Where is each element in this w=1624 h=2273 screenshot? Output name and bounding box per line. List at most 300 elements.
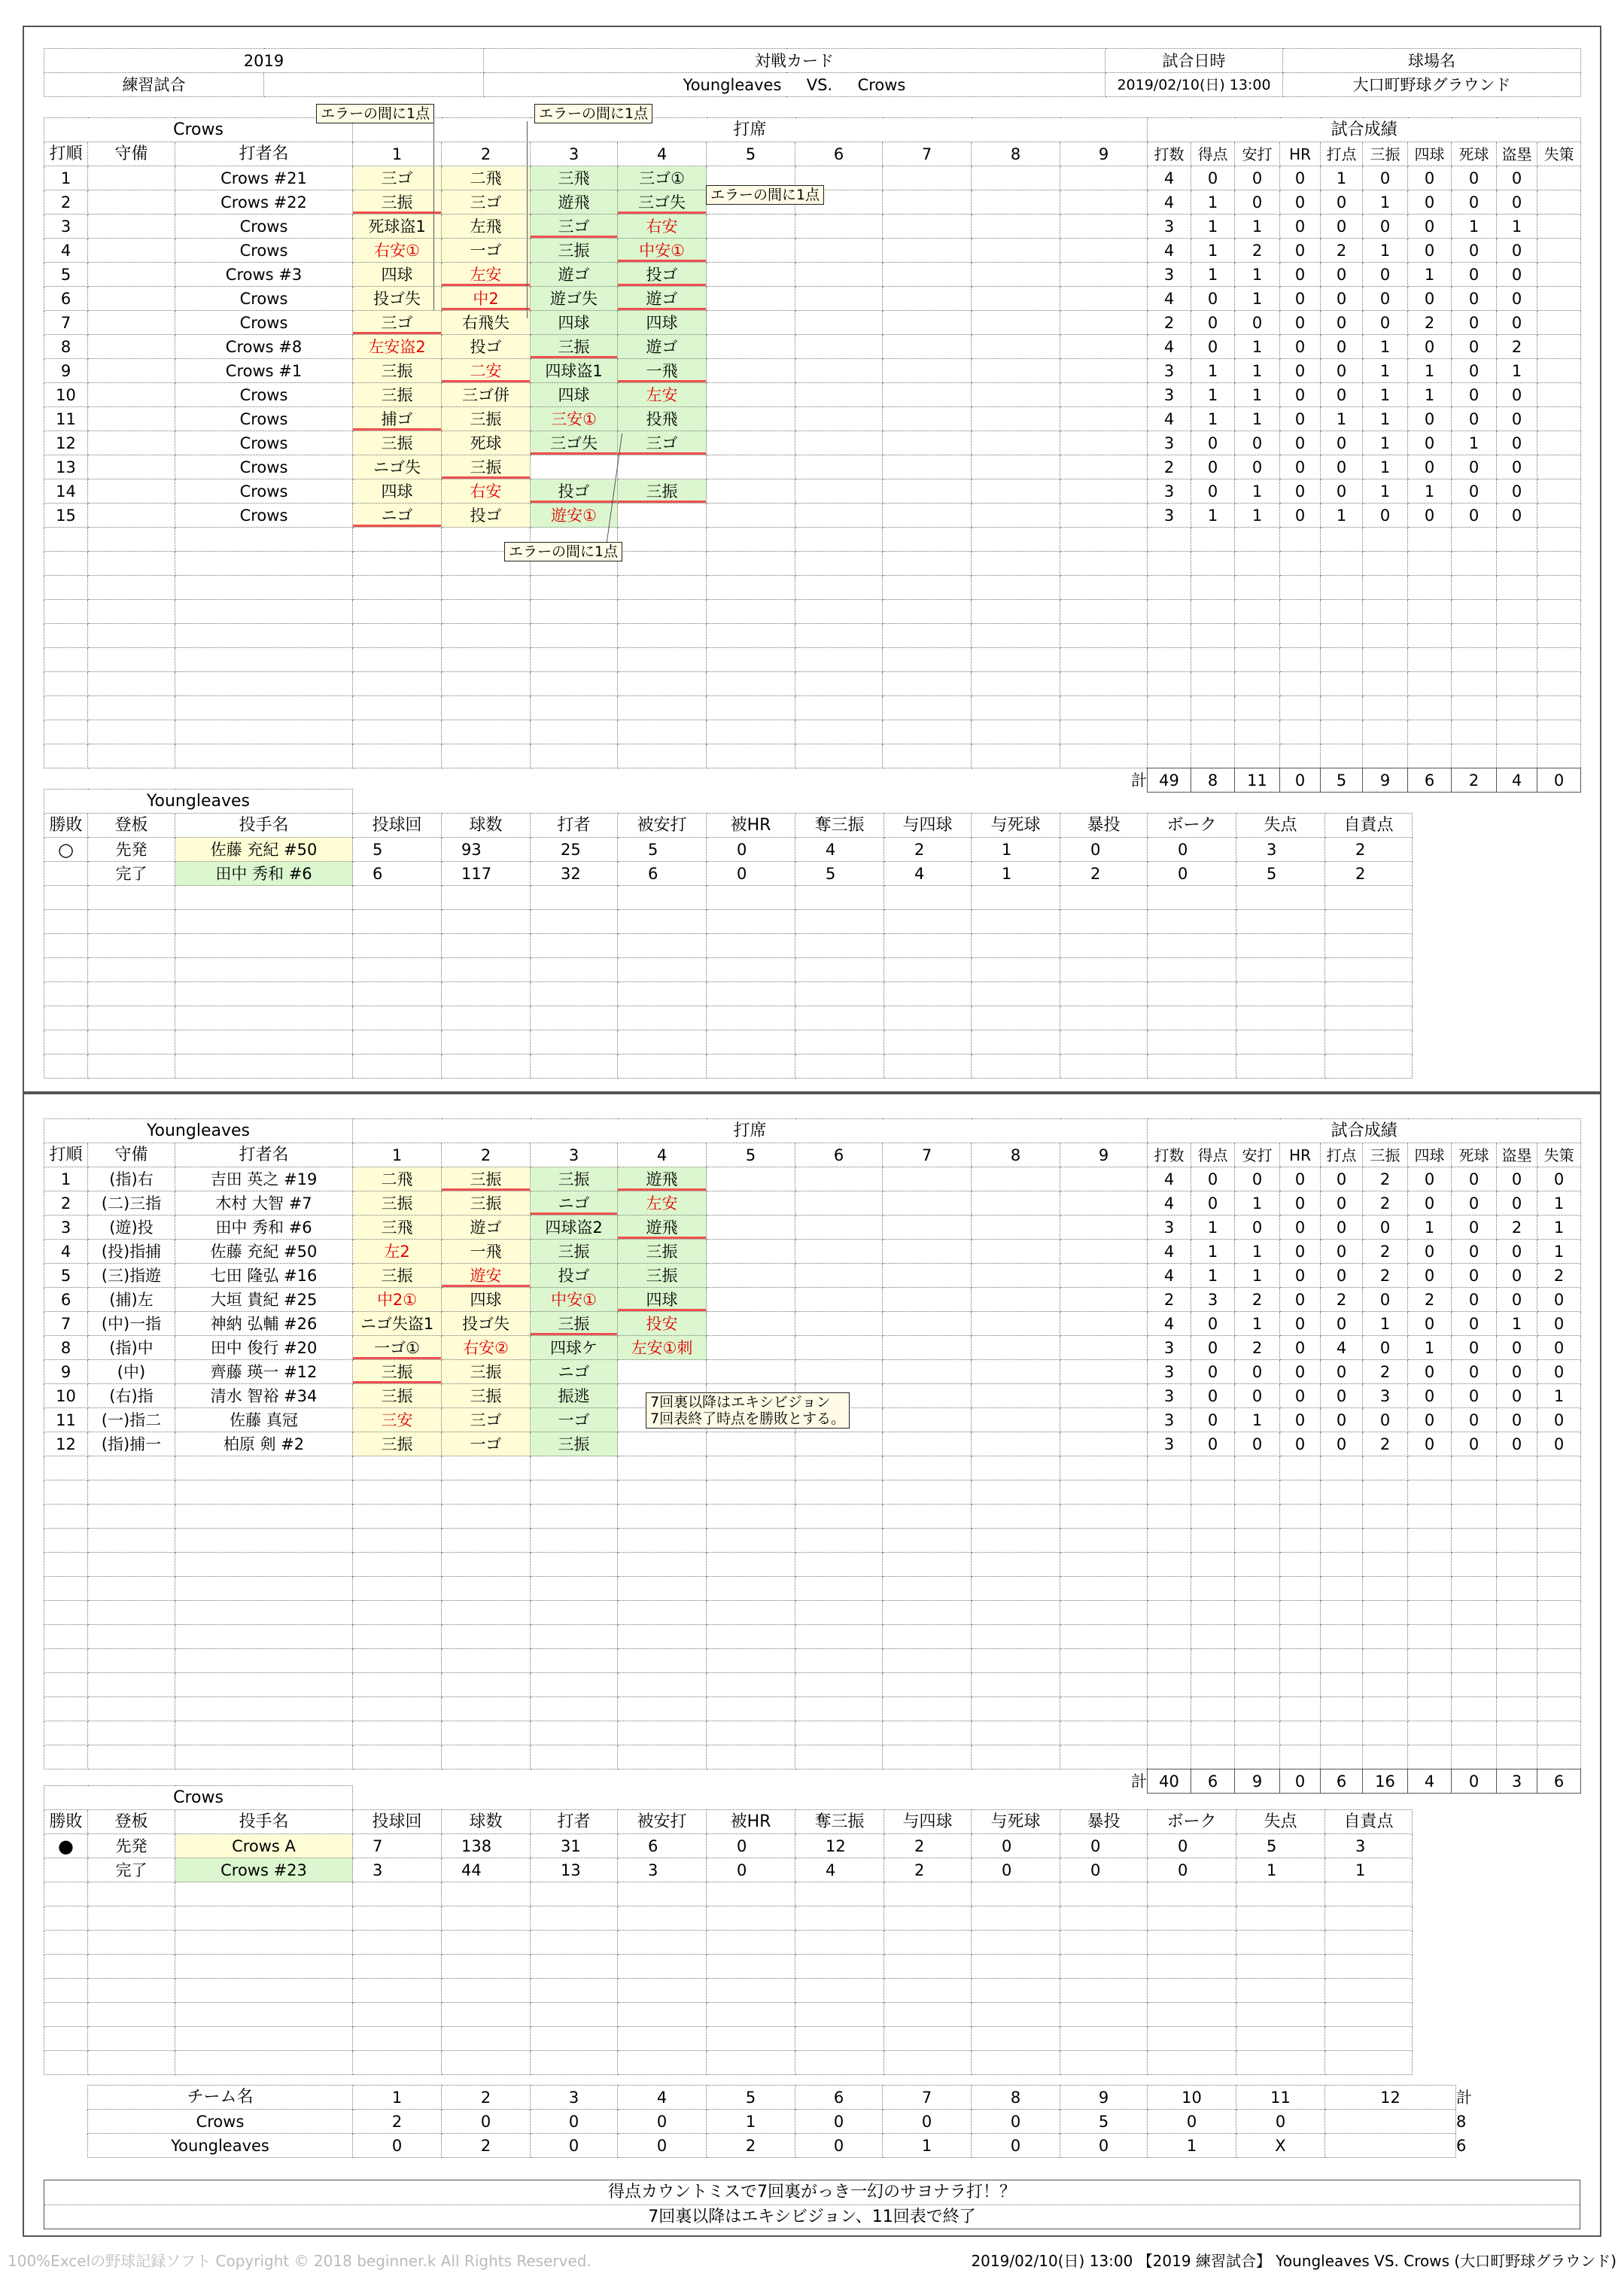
batter-stat: 0 [1280, 1384, 1321, 1408]
header-order: 打順 [44, 142, 88, 166]
at-bat-result: 中安① [531, 1288, 618, 1312]
stat-header: 安打 [1235, 142, 1280, 166]
total-stat: 6 [1321, 1769, 1363, 1794]
stat-header: 得点 [1191, 1143, 1235, 1167]
line-inning-header: 11 [1236, 2086, 1325, 2110]
at-bat-result: 三振 [353, 1360, 442, 1384]
pitch-stat: 44 [442, 1858, 531, 1882]
stat-header: 打点 [1321, 142, 1363, 166]
batting-order: 3 [44, 215, 88, 239]
batting-order: 1 [44, 1167, 88, 1191]
batter-stat: 0 [1191, 287, 1235, 311]
batting-order: 2 [44, 1191, 88, 1216]
batter-stat: 0 [1235, 1432, 1280, 1456]
batter-stat: 2 [1363, 1264, 1408, 1288]
batter-stat: 0 [1452, 190, 1497, 215]
batter-stat: 4 [1148, 190, 1191, 215]
pitch-stat: 0 [707, 838, 795, 862]
batter-stat: 1 [1191, 1240, 1235, 1264]
batter-stat: 4 [1148, 239, 1191, 263]
batter-stat: 0 [1280, 287, 1321, 311]
at-bat-result: 捕ゴ [353, 407, 442, 431]
batter-stat: 2 [1363, 1432, 1408, 1456]
pitch-stat: 0 [1060, 838, 1148, 862]
batter-stat: 0 [1280, 359, 1321, 383]
batter-stat: 0 [1363, 1408, 1408, 1432]
at-bat-result: 左2 [353, 1240, 442, 1264]
at-bat-result: 三振 [442, 1191, 531, 1216]
batter-stat: 0 [1452, 1432, 1497, 1456]
total-stat: 4 [1408, 1769, 1452, 1794]
batter-name: Crows [175, 504, 353, 528]
batter-stat: 0 [1280, 1191, 1321, 1216]
inning-header: 2 [442, 142, 531, 166]
at-bat-result: 三振 [442, 1167, 531, 1191]
pitch-stat-header: 被安打 [618, 1810, 707, 1834]
batter-stat: 1 [1191, 1216, 1235, 1240]
batter-stat: 0 [1537, 1432, 1581, 1456]
at-bat-result: ニゴ失 [353, 455, 442, 479]
at-bat-result: 三振 [531, 335, 618, 359]
batter-stat: 1 [1408, 1336, 1452, 1360]
batter-stat: 1 [1452, 215, 1497, 239]
position: (右)指 [88, 1384, 175, 1408]
at-bat-result: 三振 [531, 239, 618, 263]
at-bat-result: 三振 [531, 1240, 618, 1264]
position: (指)捕一 [88, 1432, 175, 1456]
batter-stat: 0 [1191, 431, 1235, 455]
batter-stat: 0 [1321, 1216, 1363, 1240]
batter-stat: 1 [1537, 1191, 1581, 1216]
at-bat-result: 遊安 [442, 1264, 531, 1288]
batter-stat: 0 [1497, 1408, 1537, 1432]
decision-mark: ● [44, 1834, 88, 1858]
at-bat-result: 四球盗2 [531, 1216, 618, 1240]
batter-stat: 0 [1408, 1384, 1452, 1408]
plate-label: 打席 [353, 1119, 1148, 1143]
at-bat-result: 三振 [353, 1264, 442, 1288]
pitch-stat: 6 [618, 862, 707, 886]
at-bat-result: 左安 [618, 383, 707, 407]
pitch-stat: 13 [531, 1858, 618, 1882]
pitch-stat: 5 [1236, 1834, 1325, 1858]
line-inning-header: 8 [972, 2086, 1060, 2110]
pitch-stat-header: ボーク [1148, 814, 1236, 838]
stat-header: 安打 [1235, 1143, 1280, 1167]
batter-stat: 4 [1148, 1264, 1191, 1288]
batter-stat: 0 [1280, 1167, 1321, 1191]
batter-stat: 0 [1497, 1288, 1537, 1312]
memo-line: 7回裏以降はエキシビジョン、11回表で終了 [44, 2205, 1580, 2229]
pitch-stat: 3 [618, 1858, 707, 1882]
exhibition-note: 7回裏以降はエキシビジョン 7回表終了時点を勝敗とする。 [646, 1392, 850, 1429]
batter-stat: 0 [1497, 1240, 1537, 1264]
batter-stat: 0 [1452, 407, 1497, 431]
batter-stat: 4 [1148, 1240, 1191, 1264]
at-bat-result: 三振 [531, 1432, 618, 1456]
batter-stat: 2 [1363, 1240, 1408, 1264]
inning-header: 8 [972, 1143, 1060, 1167]
batting-order: 12 [44, 1432, 88, 1456]
batting-order: 15 [44, 504, 88, 528]
batter-stat: 0 [1497, 1360, 1537, 1384]
results-label: 試合成績 [1148, 1119, 1581, 1143]
pitch-stat: 2 [884, 1834, 972, 1858]
batter-stat: 0 [1235, 1360, 1280, 1384]
at-bat-result: 右安 [618, 215, 707, 239]
batting-order: 11 [44, 407, 88, 431]
at-bat-result: 一ゴ [442, 239, 531, 263]
batter-stat: 0 [1363, 1336, 1408, 1360]
batter-stat: 0 [1452, 504, 1497, 528]
at-bat-result: 左安①刺 [618, 1336, 707, 1360]
batter-stat: 1 [1235, 1264, 1280, 1288]
batter-stat: 1 [1235, 215, 1280, 239]
total-label: 計 [44, 1769, 1148, 1794]
batter-stat: 0 [1452, 1360, 1497, 1384]
batter-stat: 0 [1191, 166, 1235, 190]
batter-stat: 2 [1363, 1167, 1408, 1191]
at-bat-result: 三ゴ [353, 166, 442, 190]
inning-header: 2 [442, 1143, 531, 1167]
batter-stat: 0 [1321, 215, 1363, 239]
batter-stat: 3 [1148, 215, 1191, 239]
at-bat-result: 三振 [353, 1191, 442, 1216]
inning-header: 9 [1060, 1143, 1148, 1167]
at-bat-result: ニゴ [531, 1360, 618, 1384]
batting-order: 7 [44, 311, 88, 335]
at-bat-result: 三ゴ [353, 311, 442, 335]
at-bat-result: 三振 [353, 383, 442, 407]
line-inning-header: 2 [442, 2086, 531, 2110]
pitcher-role: 先発 [88, 838, 175, 862]
header-batter: 打者名 [175, 1143, 353, 1167]
stat-header: 打点 [1321, 1143, 1363, 1167]
batter-stat: 2 [1408, 311, 1452, 335]
batting-team-name: Crows [44, 118, 353, 142]
batter-stat: 0 [1408, 190, 1452, 215]
at-bat-result: 三振 [442, 407, 531, 431]
at-bat-result: 一ゴ [442, 1432, 531, 1456]
batter-stat: 0 [1452, 383, 1497, 407]
inning-runs: 0 [442, 2110, 531, 2134]
inning-header: 4 [618, 142, 707, 166]
at-bat-result: 左安 [618, 1191, 707, 1216]
pitch-stat: 6 [353, 862, 442, 886]
line-score: チーム名 1 2 3 4 5 6 7 8 9 10 11 12 計 Crows 2 0 0 0 1 0 0 0 5 0 0 8 Youngleaves 0 2 0 0 2 0 1 0 0 1 X 6 [87, 2085, 1456, 2158]
position: (指)右 [88, 1167, 175, 1191]
batter-stat: 0 [1408, 166, 1452, 190]
at-bat-result: 左飛 [442, 215, 531, 239]
pitch-stat-header: ボーク [1148, 1810, 1236, 1834]
batter-stat: 3 [1148, 504, 1191, 528]
batter-stat: 0 [1452, 287, 1497, 311]
pitch-stat: 0 [1148, 838, 1236, 862]
batter-stat: 0 [1408, 1360, 1452, 1384]
batter-stat: 0 [1452, 1408, 1497, 1432]
batter-name: 神納 弘輔 #26 [175, 1312, 353, 1336]
batter-stat: 1 [1191, 407, 1235, 431]
at-bat-result: ニゴ [353, 504, 442, 528]
batter-stat: 1 [1235, 383, 1280, 407]
batter-stat: 0 [1408, 215, 1452, 239]
batter-stat: 1 [1452, 431, 1497, 455]
batter-stat: 0 [1537, 1408, 1581, 1432]
batter-stat: 0 [1191, 1384, 1235, 1408]
batter-stat: 0 [1280, 190, 1321, 215]
pitch-stat: 3 [353, 1858, 442, 1882]
batting-order: 8 [44, 1336, 88, 1360]
batter-stat: 2 [1235, 239, 1280, 263]
pitch-stat-header: 与四球 [884, 814, 972, 838]
at-bat-result: 遊飛 [618, 1216, 707, 1240]
batter-stat: 1 [1408, 1216, 1452, 1240]
batter-stat: 0 [1191, 455, 1235, 479]
at-bat-result: 遊ゴ失 [531, 287, 618, 311]
game-type: 練習試合 [44, 73, 264, 97]
batter-stat: 0 [1497, 504, 1537, 528]
at-bat-result: 三振 [618, 479, 707, 504]
batter-stat: 4 [1321, 1336, 1363, 1360]
batter-stat: 0 [1280, 215, 1321, 239]
batter-stat: 0 [1452, 335, 1497, 359]
pitch-stat: 0 [1148, 862, 1236, 886]
batter-stat: 0 [1191, 1312, 1235, 1336]
batter-stat: 4 [1148, 287, 1191, 311]
vs-label: VS. [806, 75, 833, 94]
batting-order: 7 [44, 1312, 88, 1336]
batter-name: Crows #3 [175, 263, 353, 287]
batter-name: 田中 秀和 #6 [175, 1216, 353, 1240]
results-label: 試合成績 [1148, 118, 1581, 142]
pitcher-role: 先発 [88, 1834, 175, 1858]
inning-header: 1 [353, 142, 442, 166]
batting-team-name: Youngleaves [44, 1119, 353, 1143]
pitch-stat-header: 被HR [707, 1810, 795, 1834]
batter-stat: 0 [1280, 1264, 1321, 1288]
at-bat-result: 遊ゴ [531, 263, 618, 287]
batter-stat: 0 [1408, 455, 1452, 479]
total-stat: 3 [1497, 1769, 1537, 1794]
batter-stat: 2 [1497, 1216, 1537, 1240]
batter-name: Crows #22 [175, 190, 353, 215]
batter-stat: 1 [1497, 1312, 1537, 1336]
pitch-stat-header: 被HR [707, 814, 795, 838]
batter-stat: 0 [1408, 1191, 1452, 1216]
batter-stat: 1 [1321, 504, 1363, 528]
batter-stat: 4 [1148, 335, 1191, 359]
at-bat-result: 三ゴ [531, 215, 618, 239]
at-bat-result: 左安盗2 [353, 335, 442, 359]
at-bat-result: 右安① [353, 239, 442, 263]
batter-stat: 0 [1497, 311, 1537, 335]
batter-name: Crows [175, 311, 353, 335]
at-bat-result: 左安 [442, 263, 531, 287]
batter-stat: 3 [1148, 1360, 1191, 1384]
batter-stat: 0 [1408, 335, 1452, 359]
stat-header: 三振 [1363, 142, 1408, 166]
batter-stat: 0 [1321, 1312, 1363, 1336]
batter-stat: 0 [1497, 239, 1537, 263]
batter-stat: 0 [1363, 215, 1408, 239]
pitch-stat-header: 自責点 [1325, 1810, 1413, 1834]
batter-stat: 1 [1363, 383, 1408, 407]
at-bat-result: 三ゴ [618, 431, 707, 455]
pitch-stat: 5 [795, 862, 884, 886]
batter-name: Crows [175, 455, 353, 479]
inning-runs: 2 [353, 2110, 442, 2134]
batter-stat: 2 [1321, 1288, 1363, 1312]
batter-stat: 0 [1363, 504, 1408, 528]
away-team: Crows [857, 75, 906, 94]
batter-stat: 1 [1235, 1240, 1280, 1264]
batter-stat: 1 [1408, 263, 1452, 287]
stat-header: 盗塁 [1497, 1143, 1537, 1167]
batter-name: Crows [175, 383, 353, 407]
batter-name: Crows #1 [175, 359, 353, 383]
batter-stat: 1 [1363, 239, 1408, 263]
batter-stat: 2 [1148, 1288, 1191, 1312]
batter-name: Crows [175, 239, 353, 263]
batter-stat: 0 [1497, 190, 1537, 215]
batter-stat: 0 [1280, 383, 1321, 407]
inning-runs: 0 [531, 2134, 618, 2158]
at-bat-result: 右飛失 [442, 311, 531, 335]
batter-name: Crows [175, 479, 353, 504]
at-bat-result: 三ゴ併 [442, 383, 531, 407]
top-half-panel [23, 26, 1601, 1093]
batter-stat: 3 [1148, 479, 1191, 504]
pitch-stat: 0 [1060, 1834, 1148, 1858]
line-inning-header: 6 [795, 2086, 883, 2110]
header-order: 打順 [44, 1143, 88, 1167]
batter-name: 清水 智裕 #34 [175, 1384, 353, 1408]
stat-header: 打数 [1148, 1143, 1191, 1167]
pitch-stat: 2 [884, 838, 972, 862]
at-bat-result: 投ゴ [618, 263, 707, 287]
batter-stat: 0 [1191, 1360, 1235, 1384]
pitch-stat-header: 与死球 [972, 1810, 1060, 1834]
at-bat-result: 三ゴ失 [618, 190, 707, 215]
batter-stat: 0 [1363, 263, 1408, 287]
at-bat-result: 四球 [442, 1288, 531, 1312]
inning-runs: 2 [442, 2134, 531, 2158]
batting-order: 14 [44, 479, 88, 504]
at-bat-result: 死球 [442, 431, 531, 455]
batter-stat: 0 [1321, 455, 1363, 479]
at-bat-result: 四球 [353, 263, 442, 287]
batter-stat: 0 [1452, 239, 1497, 263]
batter-stat: 0 [1191, 1336, 1235, 1360]
inning-runs: 0 [972, 2134, 1060, 2158]
batter-name: 佐藤 真冠 [175, 1408, 353, 1432]
line-inning-header: 12 [1325, 2086, 1456, 2110]
batter-stat: 0 [1280, 1432, 1321, 1456]
batter-stat: 0 [1321, 1408, 1363, 1432]
inning-runs: 2 [707, 2134, 795, 2158]
error-note: エラーの間に1点 [504, 542, 622, 561]
batter-stat: 0 [1280, 1312, 1321, 1336]
batter-stat: 2 [1363, 1191, 1408, 1216]
batter-stat: 0 [1497, 1191, 1537, 1216]
batting-order: 6 [44, 287, 88, 311]
batter-stat: 0 [1321, 335, 1363, 359]
batter-stat: 2 [1363, 1360, 1408, 1384]
batter-stat: 0 [1191, 335, 1235, 359]
batter-stat: 0 [1235, 431, 1280, 455]
batter-stat: 0 [1452, 1312, 1497, 1336]
batter-stat: 0 [1191, 1167, 1235, 1191]
at-bat-result: 死球盗1 [353, 215, 442, 239]
batter-stat: 0 [1321, 1264, 1363, 1288]
pitch-stat: 12 [795, 1834, 884, 1858]
batter-stat: 0 [1191, 1432, 1235, 1456]
batter-name: 佐藤 充紀 #50 [175, 1240, 353, 1264]
at-bat-result: 右安 [442, 479, 531, 504]
batter-name: 吉田 英之 #19 [175, 1167, 353, 1191]
pitch-stat: 5 [1236, 862, 1325, 886]
batter-stat: 0 [1280, 166, 1321, 190]
memo-line: 得点カウントミスで7回裏がっき一幻のサヨナラ打！？ [608, 2183, 1016, 2201]
batter-stat: 2 [1148, 311, 1191, 335]
batter-stat: 4 [1148, 407, 1191, 431]
at-bat-result: 投ゴ失 [442, 1312, 531, 1336]
pitch-stat: 7 [353, 1834, 442, 1858]
pitch-stat: 0 [1148, 1834, 1236, 1858]
position: (一)指二 [88, 1408, 175, 1432]
batter-stat: 4 [1148, 1191, 1191, 1216]
batter-stat: 1 [1235, 1191, 1280, 1216]
batter-stat: 0 [1537, 1312, 1581, 1336]
batter-stat: 0 [1191, 479, 1235, 504]
pitch-stat-header: 球数 [442, 814, 531, 838]
inning-header: 6 [795, 142, 883, 166]
pitch-stat-header: 暴投 [1060, 1810, 1148, 1834]
batter-stat: 0 [1408, 287, 1452, 311]
batter-stat: 0 [1363, 311, 1408, 335]
total-stat: 6 [1408, 768, 1452, 793]
batter-stat: 0 [1363, 1288, 1408, 1312]
at-bat-result: ニゴ [531, 1191, 618, 1216]
stat-header: 四球 [1408, 1143, 1452, 1167]
batter-stat: 4 [1148, 1167, 1191, 1191]
inning-header: 5 [707, 142, 795, 166]
pitch-stat: 0 [972, 1834, 1060, 1858]
at-bat-result: 三飛 [353, 1216, 442, 1240]
batting-order: 12 [44, 431, 88, 455]
batter-stat: 3 [1148, 359, 1191, 383]
batter-stat: 0 [1452, 479, 1497, 504]
at-bat-result: 三ゴ失 [531, 431, 618, 455]
position: (三)指遊 [88, 1264, 175, 1288]
pitch-stat: 1 [972, 862, 1060, 886]
batter-stat: 0 [1497, 431, 1537, 455]
venue-name: 大口町野球グラウンド [1283, 73, 1581, 97]
at-bat-result: 三振 [531, 1312, 618, 1336]
batter-stat: 1 [1191, 1264, 1235, 1288]
batting-order: 9 [44, 359, 88, 383]
at-bat-result: 三振 [353, 1432, 442, 1456]
batter-stat: 1 [1235, 1312, 1280, 1336]
stat-header: HR [1280, 142, 1321, 166]
batter-stat: 3 [1148, 1384, 1191, 1408]
pitcher-role: 完了 [88, 862, 175, 886]
batter-stat: 0 [1280, 1360, 1321, 1384]
batter-stat: 0 [1321, 431, 1363, 455]
batting-order: 10 [44, 383, 88, 407]
batting-order: 4 [44, 1240, 88, 1264]
batting-order: 4 [44, 239, 88, 263]
